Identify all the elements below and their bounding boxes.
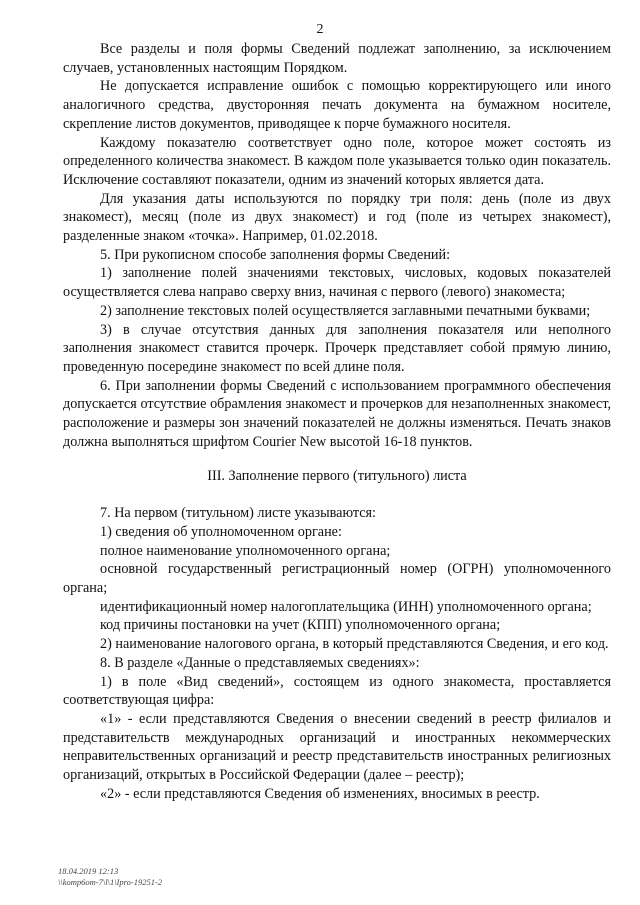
page-number: 2	[316, 22, 324, 37]
paragraph: 7. На первом (титульном) листе указываются:	[100, 505, 377, 522]
footer-timestamp: 18.04.2019 12:13	[58, 866, 119, 876]
paragraph: 8. В разделе «Данные о представляемых сведениях»:	[100, 654, 420, 671]
paragraph: Каждому показателю соответствует одно поле, которое может состоять из определенного количества знакомест. В каждом поле указывается только один показатель. Исключение составляют показатели, одним из значений которых является дата.	[63, 134, 611, 188]
paragraph: Для указания даты используются по порядку три поля: день (поле из двух знакомест), месяц (поле из двух знакомест) и год (поле из четырех знакомест), разделенные знаком «точка». Например, 01.02.2018.	[63, 190, 611, 245]
list-item: код причины постановки на учет (КПП) уполномоченного органа;	[100, 617, 501, 634]
list-item: 3) в случае отсутствия данных для заполнения показателя или неполного заполнения знакомест ставится прочерк. Прочерк представляет собой прямую линию, проведенную посередине знакомест по всей длине поля.	[63, 321, 611, 375]
document-footer	[58, 866, 162, 888]
paragraph: Не допускается исправление ошибок с помощью корректирующего или иного аналогичного средства, двусторонняя печать документа на бумажном носителе, скрепление листов документов, приводящее к порче бумажного носителя.	[63, 78, 611, 132]
paragraph: 5. При рукописном способе заполнения формы Сведений:	[100, 246, 451, 263]
list-item: 1) сведения об уполномоченном органе:	[100, 523, 342, 540]
footer-file-path: \\komp6om-7\l\1\Ipro-19251-2	[58, 877, 163, 887]
list-item: идентификационный номер налогоплательщика (ИНН) уполномоченного органа;	[100, 598, 592, 615]
document-body	[63, 40, 611, 803]
section-heading: III. Заполнение первого (титульного) листа	[207, 468, 467, 485]
list-item: основной государственный регистрационный номер (ОГРН) уполномоченного органа;	[63, 561, 611, 596]
paragraph: 6. При заполнении формы Сведений с использованием программного обеспечения допускается отсутствие обрамления знакомест и прочерков для незаполненных знакомест, расположение и размеры зон значений показателей не должны изменяться. Печать знаков должна выполняться шрифтом Courier New высотой 16-18 пунктов.	[63, 377, 611, 450]
list-item: полное наименование уполномоченного органа;	[100, 542, 391, 559]
list-item: 2) наименование налогового органа, в который представляются Сведения, и его код.	[100, 636, 609, 653]
list-item: 1) в поле «Вид сведений», состоящем из одного знакоместа, проставляется соответствующая цифра:	[63, 673, 611, 709]
list-item: 2) заполнение текстовых полей осуществляется заглавными печатными буквами;	[100, 302, 591, 319]
list-item: 1) заполнение полей значениями текстовых, числовых, кодовых показателей осуществляется слева направо сверху вниз, начиная с первого (левого) знакоместа;	[63, 265, 611, 301]
paragraph: Все разделы и поля формы Сведений подлежат заполнению, за исключением случаев, установленных настоящим Порядком.	[63, 41, 611, 76]
list-item: «2» - если представляются Сведения об изменениях, вносимых в реестр.	[100, 785, 540, 802]
list-item: «1» - если представляются Сведения о внесении сведений в реестр филиалов и представительств международных организаций и иностранных некоммерческих неправительственных организаций и реестр представительств иностранных религиозных организаций, открытых в Российской Федерации (далее – реестр);	[63, 710, 611, 784]
